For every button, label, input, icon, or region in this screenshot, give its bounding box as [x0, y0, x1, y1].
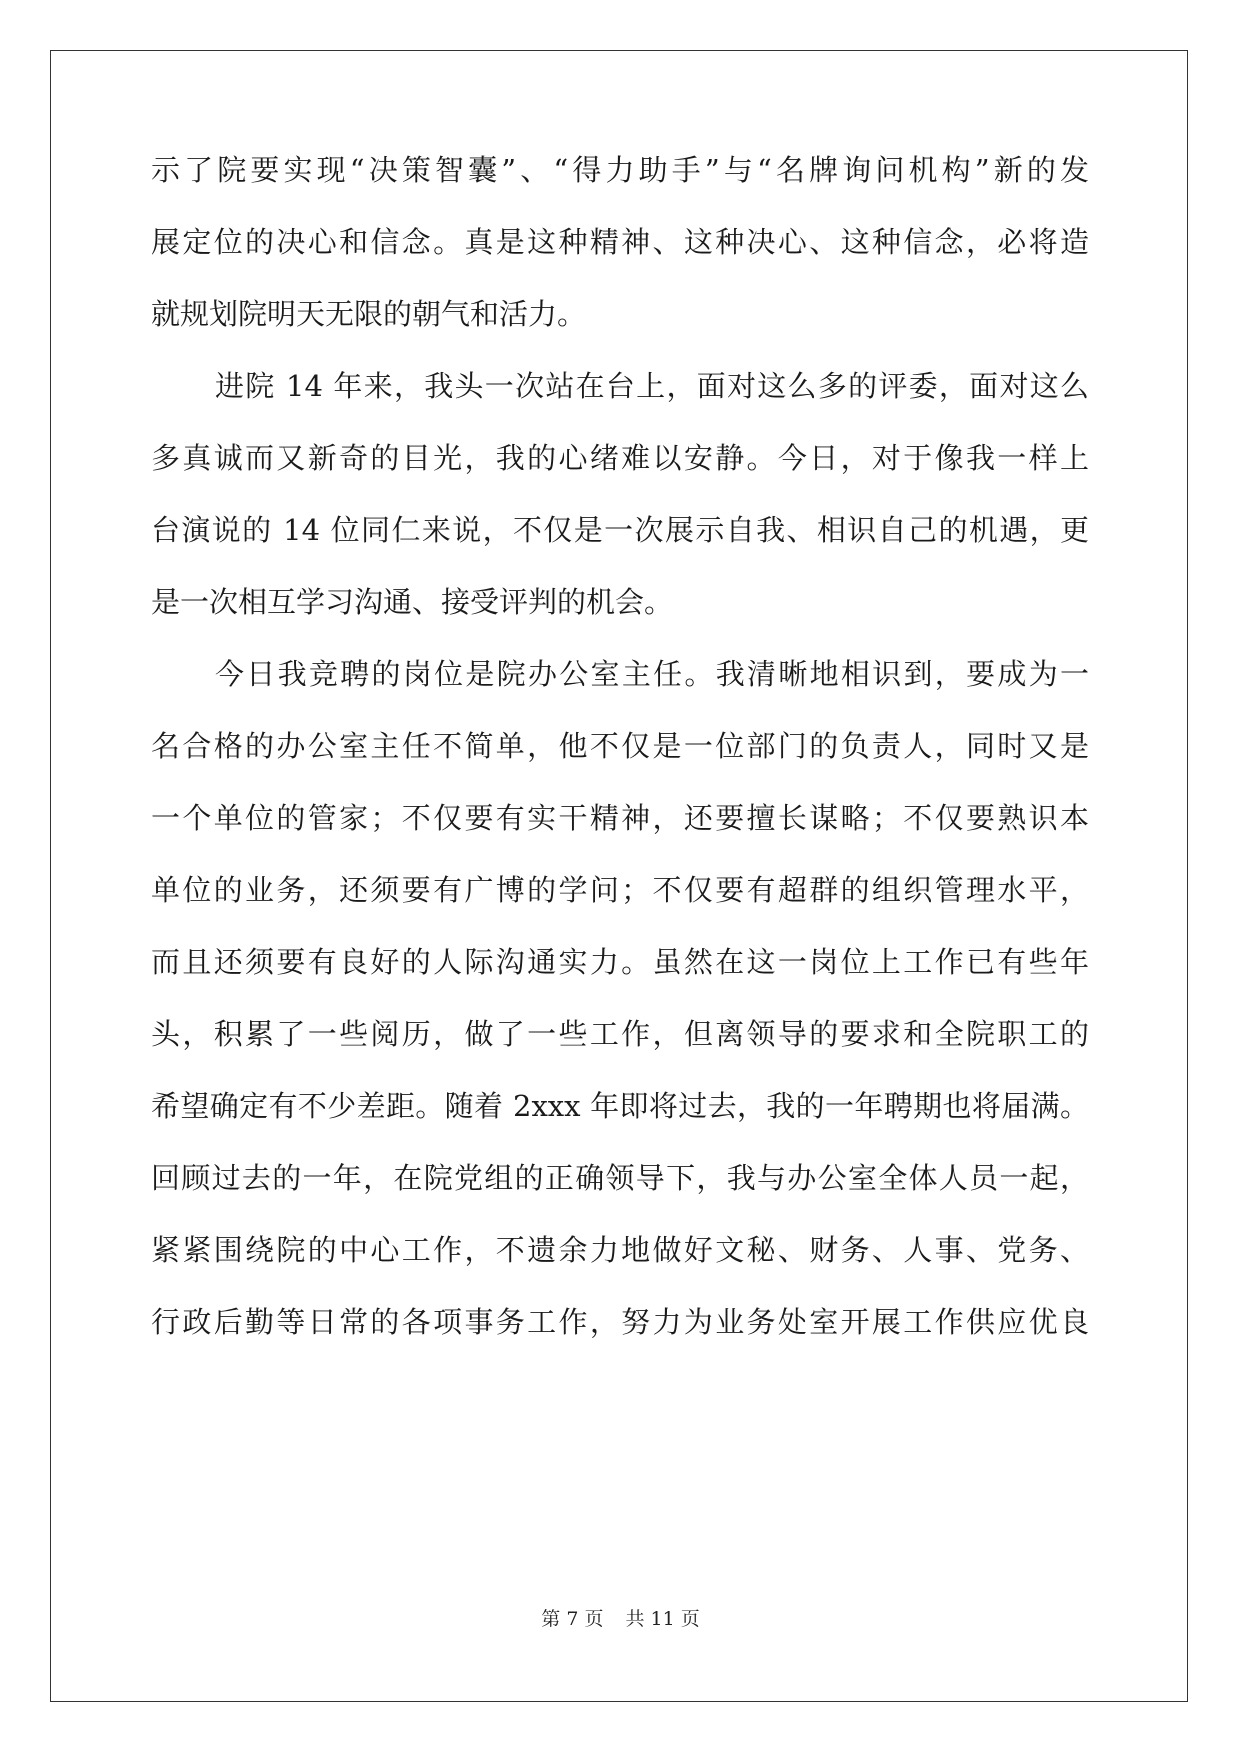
text-line: 多真诚而又新奇的目光，我的心绪难以安静。今日，对于像我一样上	[151, 441, 1089, 475]
text-line: 展定位的决心和信念。真是这种精神、这种决心、这种信念，必将造	[151, 225, 1089, 259]
text-line: 单位的业务，还须要有广博的学问；不仅要有超群的组织管理水平，	[151, 873, 1089, 907]
text-line: 台演说的 14 位同仁来说，不仅是一次展示自我、相识自己的机遇，更	[151, 513, 1089, 547]
text-line: 今日我竞聘的岗位是院办公室主任。我清晰地相识到，要成为一	[215, 657, 1089, 691]
text-line: 进院 14 年来，我头一次站在台上，面对这么多的评委，面对这么	[215, 369, 1089, 403]
text-line: 是一次相互学习沟通、接受评判的机会。	[151, 585, 674, 619]
text-line: 行政后勤等日常的各项事务工作，努力为业务处室开展工作供应优良	[151, 1305, 1089, 1339]
text-line: 一个单位的管家；不仅要有实干精神，还要擅长谋略；不仅要熟识本	[151, 801, 1089, 835]
page-total: 共 11 页	[625, 1608, 700, 1630]
text-line: 就规划院明天无限的朝气和活力。	[151, 297, 587, 331]
text-line: 名合格的办公室主任不简单，他不仅是一位部门的负责人，同时又是	[151, 729, 1089, 763]
text-line: 头，积累了一些阅历，做了一些工作，但离领导的要求和全院职工的	[151, 1017, 1089, 1051]
page-footer	[0, 1607, 1241, 1631]
text-line: 希望确定有不少差距。随着 2xxx 年即将过去，我的一年聘期也将届满。	[151, 1089, 1089, 1123]
text-line: 回顾过去的一年，在院党组的正确领导下，我与办公室全体人员一起，	[151, 1161, 1089, 1195]
page-number: 第 7 页	[541, 1608, 604, 1630]
text-line: 示了院要实现“决策智囊”、“得力助手”与“名牌询问机构”新的发	[151, 153, 1089, 187]
text-line: 紧紧围绕院的中心工作，不遗余力地做好文秘、财务、人事、党务、	[151, 1233, 1089, 1267]
text-line: 而且还须要有良好的人际沟通实力。虽然在这一岗位上工作已有些年	[151, 945, 1089, 979]
